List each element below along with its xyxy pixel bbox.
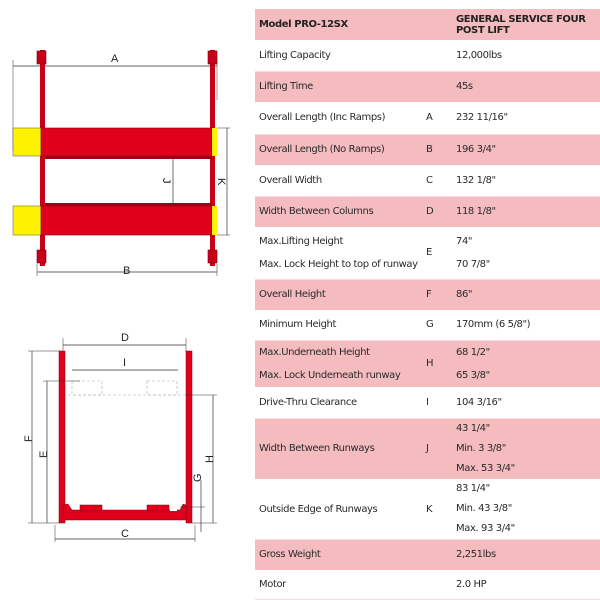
label-i: I xyxy=(123,357,127,369)
row-name: Overall Length (No Ramps) xyxy=(255,134,422,165)
row-value: 12,000lbs xyxy=(452,40,600,71)
table-row xyxy=(255,310,600,340)
label-k: K xyxy=(215,178,227,186)
dimension-f xyxy=(23,351,60,523)
row-code: D xyxy=(422,196,452,227)
label-b: B xyxy=(123,265,131,277)
table-row xyxy=(255,479,600,540)
row-value: 104 3/16" xyxy=(452,387,600,418)
table-row xyxy=(255,227,600,279)
columns xyxy=(59,351,192,523)
row-code: K xyxy=(422,479,452,540)
table-row xyxy=(255,40,600,71)
row-value: 2.0 HP xyxy=(452,570,600,600)
label-d: D xyxy=(121,332,129,344)
dimension-j xyxy=(160,158,173,205)
row-name: Overall Length (Inc Ramps) xyxy=(255,102,422,134)
row-code xyxy=(422,540,452,570)
table-row xyxy=(255,540,600,570)
model-label: Model PRO-12SX xyxy=(255,9,422,40)
row-name: Width Between Runways xyxy=(255,418,422,479)
label-h: H xyxy=(204,455,216,463)
row-code xyxy=(422,570,452,600)
row-value: 83 1/4" Min. 43 3/8" Max. 93 3/4" xyxy=(452,479,600,540)
table-row xyxy=(255,165,600,196)
label-a: A xyxy=(111,53,119,65)
row-value: 170mm (6 5/8") xyxy=(452,310,600,340)
row-name: Outside Edge of Runways xyxy=(255,479,422,540)
row-code: C xyxy=(422,165,452,196)
table-row xyxy=(255,102,600,134)
row-value: 196 3/4" xyxy=(452,134,600,165)
row-name: Overall Height xyxy=(255,279,422,310)
row-value: 2,251lbs xyxy=(452,540,600,570)
table-row xyxy=(255,279,600,310)
row-code: A xyxy=(422,102,452,134)
row-name: Lifting Time xyxy=(255,71,422,102)
row-code: G xyxy=(422,310,452,340)
row-name: Lifting Capacity xyxy=(255,40,422,71)
dimension-d xyxy=(63,332,186,352)
table-row xyxy=(255,340,600,387)
lowered-runway xyxy=(63,504,186,520)
dimension-c xyxy=(55,525,195,542)
dimension-k xyxy=(215,128,230,235)
row-name: Max.Underneath Height Max. Lock Underneath runway xyxy=(255,340,422,387)
row-code: J xyxy=(422,418,452,479)
row-value: 74" 70 7/8" xyxy=(452,227,600,279)
row-value: 68 1/2" 65 3/8" xyxy=(452,340,600,387)
runway-top xyxy=(13,128,217,159)
dimension-i xyxy=(72,357,178,370)
row-name: Width Between Columns xyxy=(255,196,422,227)
row-name: Overall Width xyxy=(255,165,422,196)
row-value: 86" xyxy=(452,279,600,310)
row-value: 45s xyxy=(452,71,600,102)
table-row xyxy=(255,134,600,165)
row-code: I xyxy=(422,387,452,418)
row-code xyxy=(422,40,452,71)
row-value: 43 1/4" Min. 3 3/8" Max. 53 3/4" xyxy=(452,418,600,479)
table-row xyxy=(255,418,600,479)
row-name: Motor xyxy=(255,570,422,600)
label-f: F xyxy=(23,435,35,442)
table-header-row xyxy=(255,9,600,40)
table-row xyxy=(255,71,600,102)
product-title: GENERAL SERVICE FOUR POST LIFT xyxy=(452,9,600,40)
label-j: J xyxy=(160,178,172,184)
dimension-b xyxy=(37,264,217,277)
top-view-diagram xyxy=(0,40,250,280)
row-code: F xyxy=(422,279,452,310)
row-name: Gross Weight xyxy=(255,540,422,570)
row-name: Drive-Thru Clearance xyxy=(255,387,422,418)
row-name: Max.Lifting Height Max. Lock Height to top of runway xyxy=(255,227,422,279)
table-row xyxy=(255,196,600,227)
spec-table xyxy=(255,9,600,600)
row-code xyxy=(422,71,452,102)
table-row xyxy=(255,570,600,600)
runway-bottom xyxy=(13,203,217,235)
row-value: 132 1/8" xyxy=(452,165,600,196)
table-row xyxy=(255,387,600,418)
front-view-diagram xyxy=(0,320,250,560)
label-c: C xyxy=(121,528,129,540)
row-value: 118 1/8" xyxy=(452,196,600,227)
row-code: H xyxy=(422,340,452,387)
row-code: B xyxy=(422,134,452,165)
row-value: 232 11/16" xyxy=(452,102,600,134)
label-e: E xyxy=(38,450,50,458)
row-code: E xyxy=(422,227,452,279)
row-name: Minimum Height xyxy=(255,310,422,340)
label-g: G xyxy=(192,473,204,482)
raised-runway-outline xyxy=(63,381,186,395)
